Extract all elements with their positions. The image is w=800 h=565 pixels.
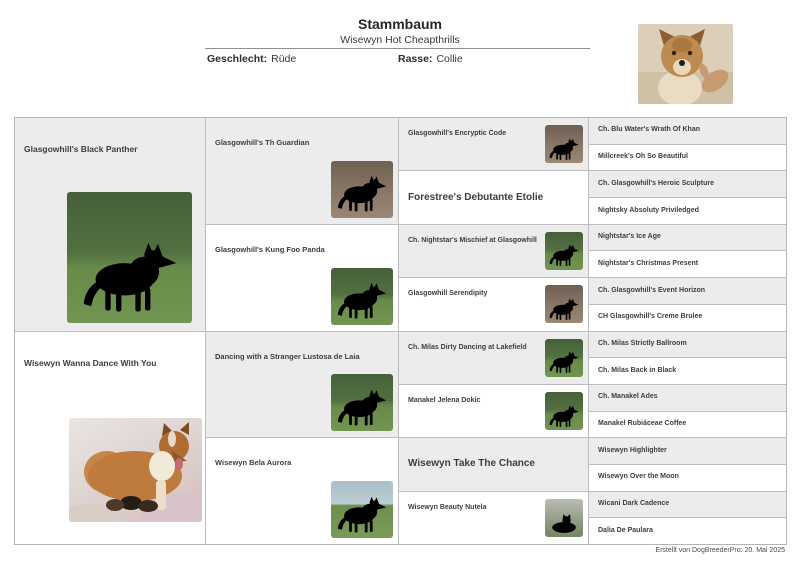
ancestor-name: Nightstar's Christmas Present <box>598 259 699 267</box>
dog-photo <box>545 392 583 430</box>
ancestor-name: Ch. Glasgowhill's Heroic Sculpture <box>598 179 715 187</box>
pedigree-cell <box>589 438 786 464</box>
ancestor-name: Ch. Milas Strictly Ballroom <box>598 339 687 347</box>
ancestor-name: Wisewyn Beauty Nutela <box>408 503 487 511</box>
pedigree-cell <box>399 332 588 384</box>
header-divider <box>205 48 590 49</box>
ancestor-name: Nightstar's Ice Age <box>598 233 661 241</box>
pedigree-cell <box>589 492 786 518</box>
ancestor-name: Wicani Dark Cadence <box>598 500 670 508</box>
pedigree-cell-dam <box>15 332 205 545</box>
gender-value: Rüde <box>271 53 297 65</box>
pedigree-cell <box>589 332 786 358</box>
ancestor-name: Glasgowhill's Encryptic Code <box>408 130 507 137</box>
dog-photo <box>331 268 393 325</box>
breed-field <box>398 53 463 65</box>
ancestor-name: Glasgowhill's Th Guardian <box>215 138 310 147</box>
dog-photo <box>545 232 583 270</box>
ancestor-name: Wisewyn Wanna Dance With You <box>24 357 157 368</box>
page-title: Stammbaum <box>357 16 443 32</box>
dog-photo <box>331 481 393 538</box>
ancestor-name: Ch. Manakel Ades <box>598 393 658 401</box>
ancestor-name: Wisewyn Highlighter <box>598 446 667 454</box>
ancestor-name: Wisewyn Bela Aurora <box>215 458 292 468</box>
pedigree-cell <box>399 492 588 544</box>
pedigree-cell <box>589 358 786 384</box>
pedigree-cell <box>589 412 786 438</box>
pedigree-cell <box>206 118 398 224</box>
ancestor-name: Forestree's Debutante Etolie <box>408 191 544 203</box>
pedigree-cell <box>589 251 786 277</box>
dog-photo <box>545 499 583 537</box>
dog-photo <box>69 418 202 522</box>
ancestor-name: Glasgowhill Serendipity <box>408 290 488 298</box>
breed-value: Collie <box>436 53 463 65</box>
gender-field <box>207 53 296 65</box>
gender-label: Geschlecht: <box>207 53 268 65</box>
pedigree-cell <box>589 518 786 544</box>
breed-label: Rasse: <box>398 53 433 65</box>
pedigree-cell <box>206 332 398 438</box>
pedigree-cell <box>399 118 588 170</box>
pedigree-cell <box>206 225 398 331</box>
ancestor-name: Millcreek's Oh So Beautiful <box>598 153 688 161</box>
dog-photo <box>331 161 393 218</box>
pedigree-cell <box>399 171 588 223</box>
pedigree-cell <box>589 278 786 304</box>
pedigree-cell <box>589 145 786 171</box>
ancestor-name: Glasgowhill's Black Panther <box>24 144 138 154</box>
dog-photo <box>67 192 192 323</box>
ancestor-name: Wisewyn Over the Moon <box>598 473 679 481</box>
ancestor-name: CH Glasgowhill's Creme Brulee <box>598 313 703 321</box>
pedigree-cell <box>589 171 786 197</box>
credit-line: Erstellt von DogBreederPro: 20. Mai 2025 <box>655 547 785 554</box>
pedigree-cell <box>589 198 786 224</box>
ancestor-name: Ch. Milas Back in Black <box>598 366 677 374</box>
dog-photo <box>331 374 393 431</box>
pedigree-cell <box>589 305 786 331</box>
pedigree-cell <box>589 465 786 491</box>
pedigree-table <box>14 117 787 545</box>
dog-photo <box>545 339 583 377</box>
pedigree-cell <box>399 278 588 330</box>
pedigree-cell <box>399 225 588 277</box>
dog-name-subtitle: Wisewyn Hot Cheapthrills <box>340 34 460 46</box>
ancestor-name: Dalia De Paulara <box>598 526 653 534</box>
ancestor-name: Ch. Glasgowhill's Event Horizon <box>598 286 706 294</box>
pedigree-cell-sire <box>15 118 205 331</box>
ancestor-name: Wisewyn Take The Chance <box>408 458 535 470</box>
ancestor-name: Ch. Blu Water's Wrath Of Khan <box>598 126 701 134</box>
pedigree-cell <box>399 385 588 437</box>
ancestor-name: Ch. Milas Dirty Dancing at Lakefield <box>408 343 527 351</box>
ancestor-name: Manakel Rubiáceae Coffee <box>598 420 687 428</box>
pedigree-cell <box>206 438 398 544</box>
pedigree-cell <box>589 225 786 251</box>
pedigree-cell <box>589 385 786 411</box>
ancestor-name: Ch. Nightstar's Mischief at Glasgowhill <box>408 236 537 244</box>
pedigree-cell <box>589 118 786 144</box>
ancestor-name: Glasgowhill's Kung Foo Panda <box>215 244 325 254</box>
dog-photo <box>545 125 583 163</box>
pedigree-cell <box>399 438 588 490</box>
ancestor-name: Nightsky Absoluty Priviledged <box>598 206 699 214</box>
ancestor-name: Dancing with a Stranger Lustosa de Laia <box>215 351 360 361</box>
subject-dog-photo <box>638 24 733 104</box>
ancestor-name: Manakel Jelena Dokic <box>408 396 481 404</box>
dog-photo <box>545 285 583 323</box>
